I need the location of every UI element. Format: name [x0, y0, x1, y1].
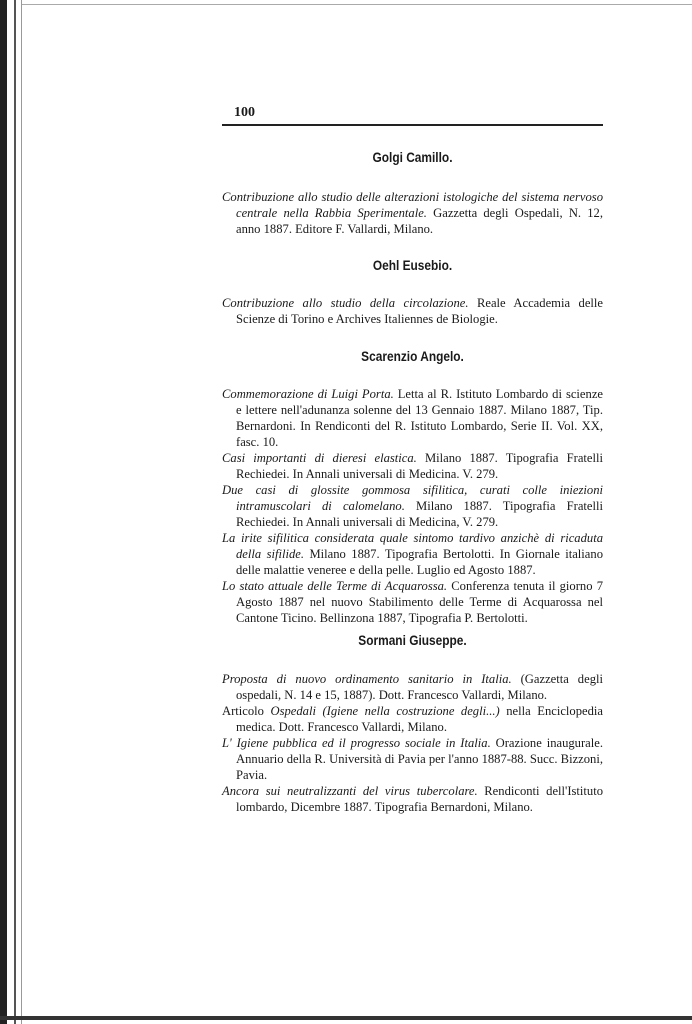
bibliography-entry [222, 735, 603, 783]
entry-rest: Milano 1887. Tipografia Fratelli Rechiedei. In Annali universali di Medicina. V. 279. [236, 451, 603, 481]
entry-rest: Letta al R. Istituto Lombardo di scienze e lettere nell'adunanza solenne del 13 Gennaio 1887. Milano 1887, Tip. Bernardoni. In Rendiconti del R. Istituto Lombardo, Serie II. Vol. XX, fasc. 10. [236, 387, 603, 449]
scan-edge-top [22, 4, 692, 5]
entry-prefix: Articolo [222, 704, 271, 718]
entry-rest: (Gazzetta degli ospedali, N. 14 e 15, 1887). Dott. Francesco Vallardi, Milano. [236, 672, 603, 702]
entry-rest: nella Enciclopedia medica. Dott. Francesco Vallardi, Milano. [236, 704, 603, 734]
scan-edge-line [14, 0, 16, 1024]
entry-title: Ancora sui neutralizzanti del virus tubercolare. [222, 784, 478, 798]
entry-rest: Conferenza tenuta il giorno 7 Agosto 1887 nel nuovo Stabilimento delle Terme di Acquarossa nel Cantone Ticino. Bellinzona 1887, Tipografia P. Bertolotti. [236, 579, 603, 625]
entry-rest: Gazzetta degli Ospedali, N. 12, anno 1887. Editore F. Vallardi, Milano. [236, 206, 603, 236]
bibliography-entry [222, 783, 603, 815]
page-number: 100 [234, 105, 255, 120]
entry-title: Lo stato attuale delle Terme di Acquarossa. [222, 579, 448, 593]
entry-title: Proposta di nuovo ordinamento sanitario in Italia. [222, 672, 512, 686]
bibliography-entry [222, 295, 603, 327]
author-heading: Golgi Camillo. [372, 149, 453, 165]
bibliography-entry [222, 450, 603, 482]
scan-edge-bottom [0, 1016, 692, 1020]
entry-list [222, 386, 603, 626]
bibliography-entry [222, 703, 603, 735]
entry-title: Casi importanti di dieresi elastica. [222, 451, 417, 465]
scan-edge-left [0, 0, 7, 1024]
entry-title: Contribuzione allo studio della circolazione. [222, 296, 469, 310]
bibliography-entry [222, 530, 603, 578]
entry-rest: Reale Accademia delle Scienze di Torino e Archives Italiennes de Biologie. [236, 296, 603, 326]
entry-rest: Rendiconti dell'Istituto lombardo, Dicembre 1887. Tipografia Bernardoni, Milano. [236, 784, 604, 814]
bibliography-entry [222, 578, 603, 626]
bibliography-entry [222, 671, 603, 703]
bibliography-entry [222, 386, 603, 450]
scan-edge-line [21, 0, 22, 1024]
entry-title: La irite sifilitica considerata quale sintomo tardivo anzichè di ricaduta della sifilide. [222, 531, 603, 561]
entry-title: Contribuzione allo studio delle alterazioni istologiche del sistema nervoso centrale nella Rabbia Sperimentale. [222, 190, 603, 220]
author-heading: Sormani Giuseppe. [358, 632, 467, 648]
entry-rest: Milano 1887. Tipografia Fratelli Rechiedei. In Annali universali di Medicina, V. 279. [236, 499, 603, 529]
author-heading: Oehl Eusebio. [372, 257, 453, 273]
bibliography-entry [222, 482, 603, 530]
entry-rest: Orazione inaugurale. Annuario della R. Università di Pavia per l'anno 1887-88. Succ. Bizzoni, Pavia. [236, 736, 603, 782]
entry-title: L' Igiene pubblica ed il progresso sociale in Italia. [222, 736, 491, 750]
entry-title: Due casi di glossite gommosa sifilitica, curati colle iniezioni intramuscolari di calomelano. [222, 483, 603, 513]
entry-list [222, 671, 603, 815]
entry-title: Ospedali (Igiene nella costruzione degli...) [270, 704, 500, 718]
entry-title: Commemorazione di Luigi Porta. [222, 387, 394, 401]
bibliography-entry [222, 189, 603, 237]
entry-rest: Milano 1887. Tipografia Bertolotti. In Giornale italiano delle malattie veneree e della pelle. Luglio ed Agosto 1887. [236, 547, 603, 577]
entry-list [222, 189, 603, 237]
author-heading: Scarenzio Angelo. [361, 348, 464, 364]
entry-list [222, 295, 603, 327]
header-rule [222, 124, 603, 126]
